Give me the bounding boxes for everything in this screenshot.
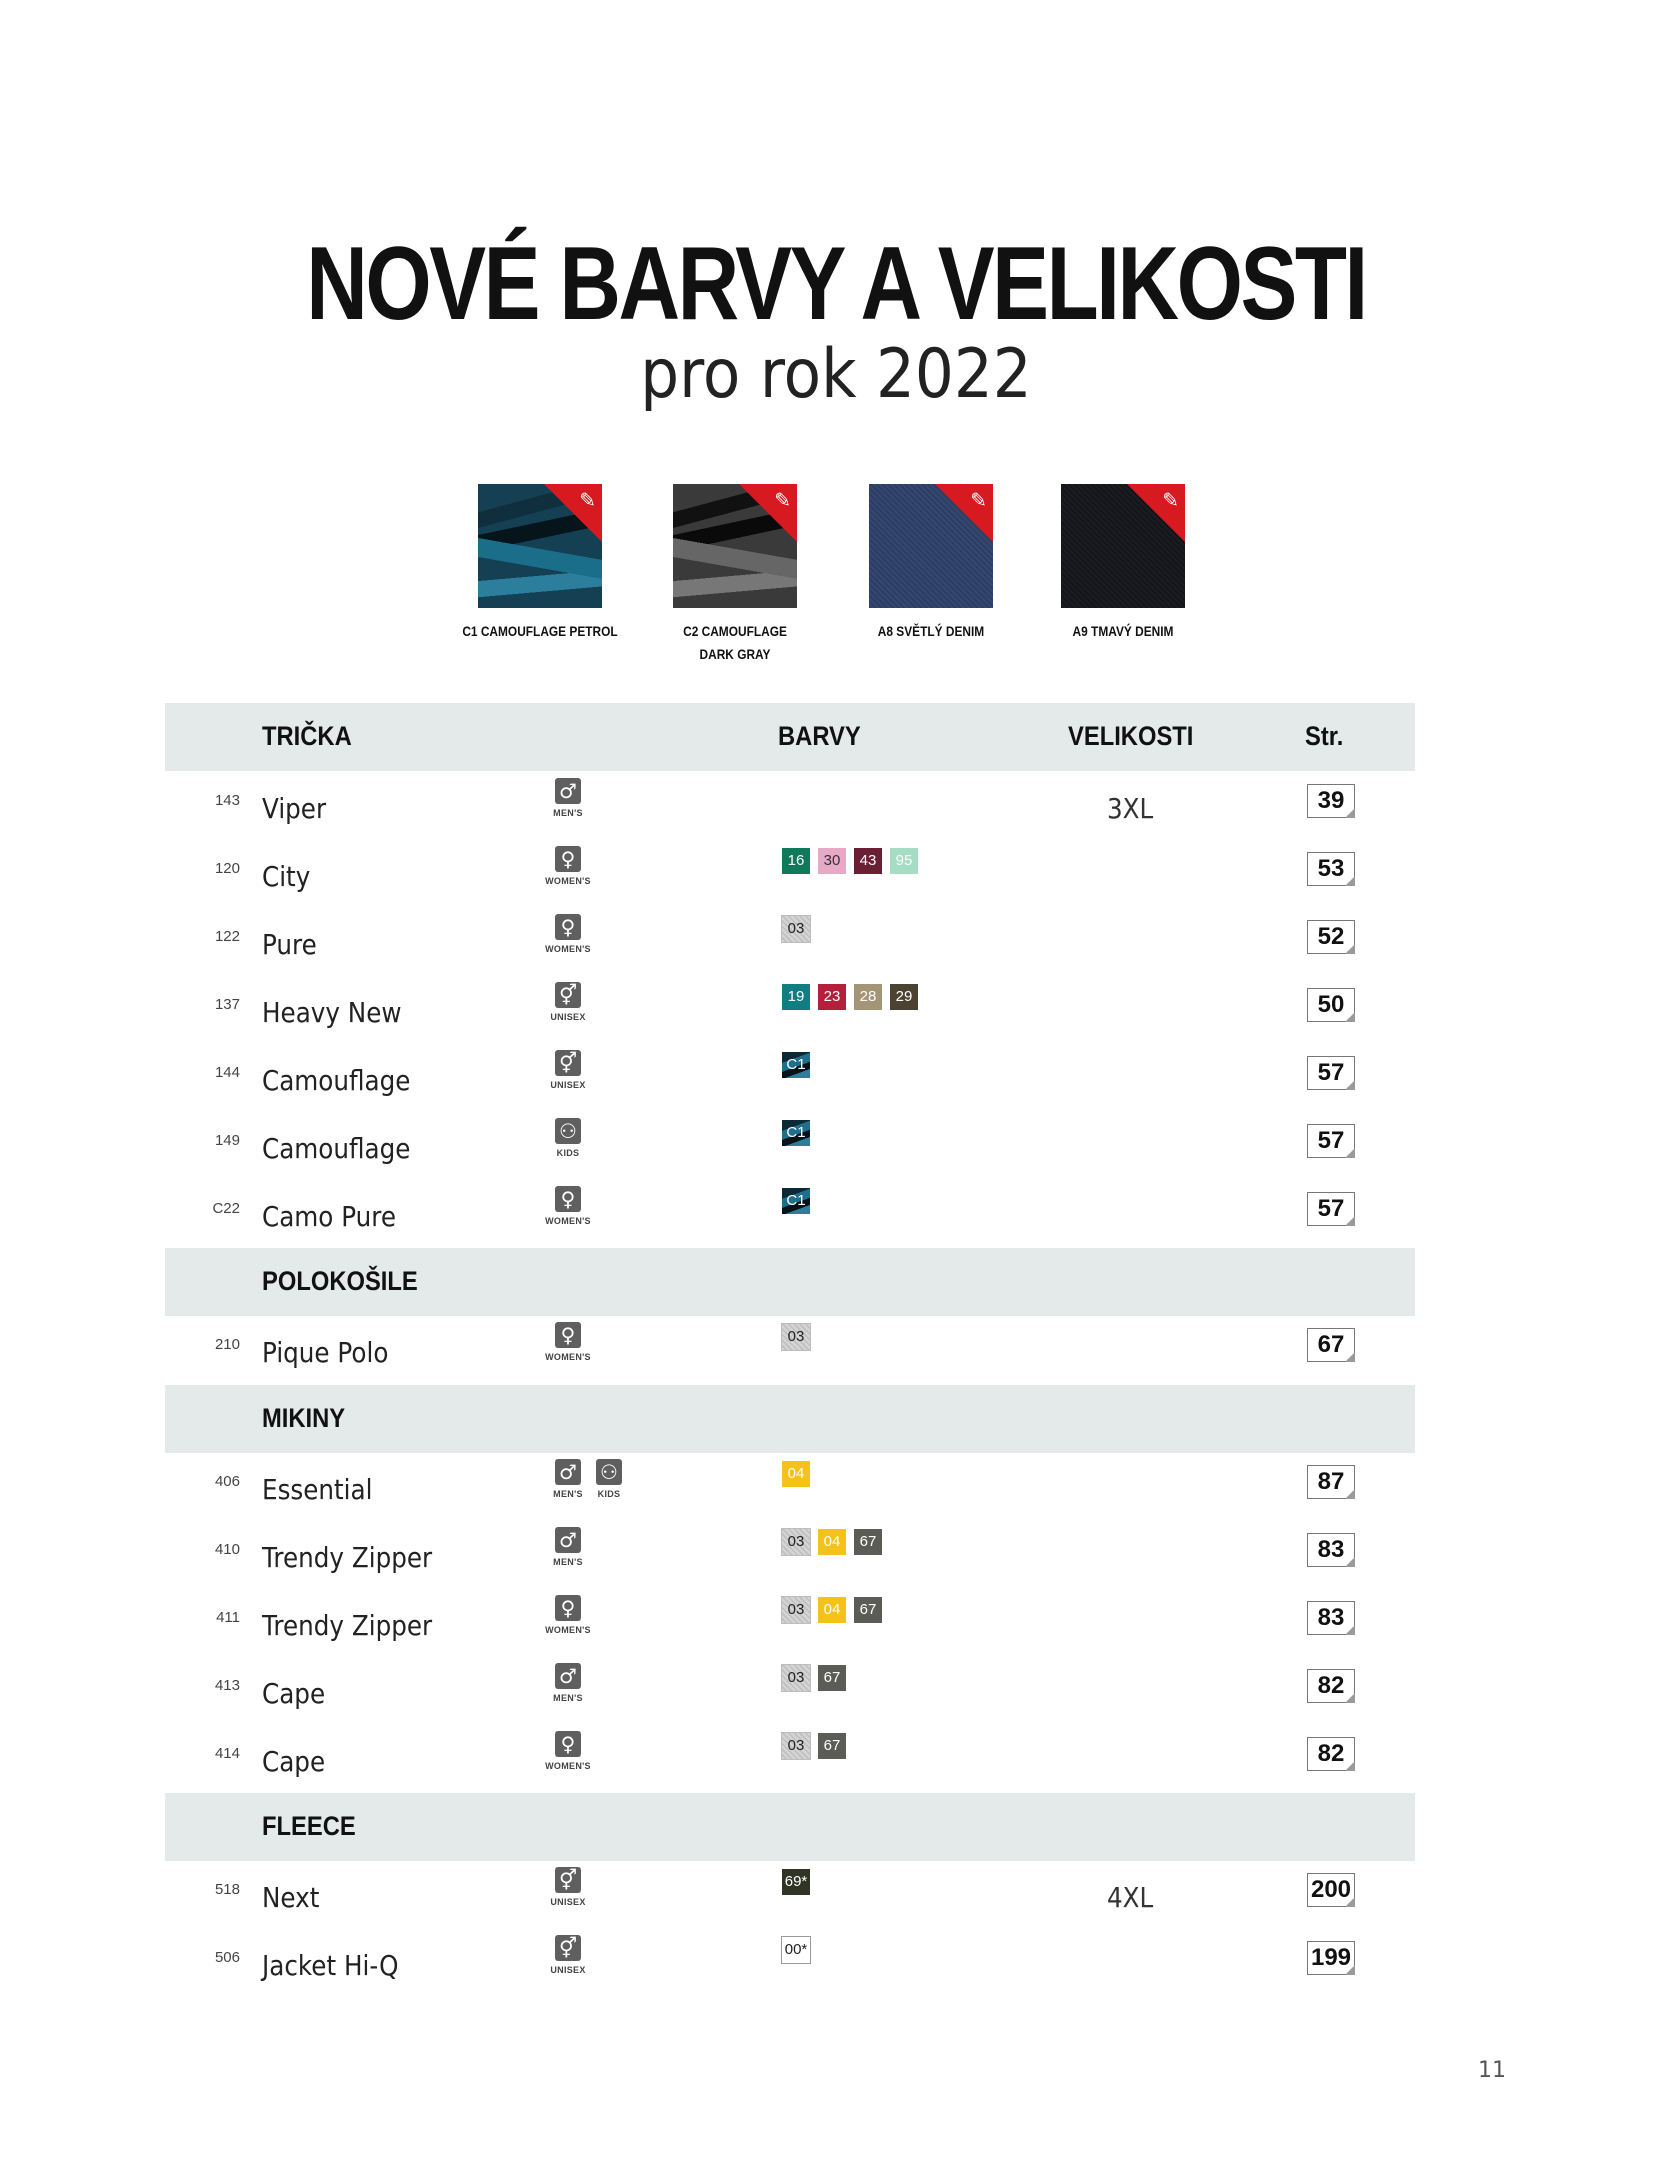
swatch-label: C2 CAMOUFLAGE DARK GRAY bbox=[683, 623, 787, 662]
product-code: 410 bbox=[214, 1541, 240, 1558]
color-chip: C1 bbox=[782, 1120, 810, 1146]
product-code: 137 bbox=[214, 996, 240, 1013]
color-chip: 43 bbox=[854, 848, 882, 874]
swatch-label: A9 TMAVÝ DENIM bbox=[1072, 623, 1174, 639]
kids-icon: ⚇ KIDS bbox=[556, 1119, 580, 1158]
womens-icon: ♀ WOMEN'S bbox=[545, 1323, 591, 1362]
section-header-tricka bbox=[165, 703, 1415, 771]
product-code: 144 bbox=[214, 1064, 240, 1081]
table-row bbox=[165, 1118, 1415, 1186]
color-chip: 23 bbox=[818, 984, 846, 1010]
color-chip: 03 bbox=[782, 1665, 810, 1691]
page-ref: 83 bbox=[1307, 1533, 1355, 1567]
product-code: 143 bbox=[214, 792, 240, 809]
mens-icon: ♂ MEN'S bbox=[553, 779, 583, 818]
color-chip: 03 bbox=[782, 1597, 810, 1623]
swatch-camouflage-petrol bbox=[478, 484, 602, 608]
color-chip: 04 bbox=[818, 1597, 846, 1623]
color-chip: 67 bbox=[854, 1529, 882, 1555]
womens-icon: ♀ WOMEN'S bbox=[545, 915, 591, 954]
product-code: 414 bbox=[214, 1745, 240, 1762]
page-ref: 199 bbox=[1307, 1941, 1355, 1975]
womens-icon: ♀ WOMEN'S bbox=[545, 847, 591, 886]
womens-icon: ♀ WOMEN'S bbox=[545, 1732, 591, 1771]
table-row bbox=[165, 1527, 1415, 1595]
color-chip: C1 bbox=[782, 1052, 810, 1078]
color-chip: 67 bbox=[818, 1733, 846, 1759]
swatch-svetly-denim bbox=[869, 484, 993, 608]
size-value: 4XL bbox=[1107, 1881, 1154, 1914]
page-title: NOVÉ BARVY A VELIKOSTI bbox=[306, 226, 1366, 342]
product-code: 120 bbox=[214, 860, 240, 877]
product-name: Jacket Hi-Q bbox=[262, 1949, 399, 1982]
page-ref: 50 bbox=[1307, 988, 1355, 1022]
paint-roller-icon: ✎ bbox=[579, 488, 596, 512]
product-code: 406 bbox=[214, 1473, 240, 1490]
page-ref: 200 bbox=[1307, 1873, 1355, 1907]
paint-roller-icon: ✎ bbox=[970, 488, 987, 512]
swatch-label: C1 CAMOUFLAGE PETROL bbox=[462, 623, 618, 639]
size-value: 3XL bbox=[1107, 792, 1154, 825]
color-chip: 03 bbox=[782, 1529, 810, 1555]
table-row bbox=[165, 1663, 1415, 1731]
mens-icon: ♂ MEN'S bbox=[553, 1460, 583, 1499]
section-header-mikiny bbox=[165, 1385, 1415, 1453]
section-title: MIKINY bbox=[262, 1403, 346, 1433]
page-ref: 83 bbox=[1307, 1601, 1355, 1635]
product-code: 413 bbox=[214, 1677, 240, 1694]
product-name: Cape bbox=[262, 1677, 326, 1710]
product-name: Trendy Zipper bbox=[262, 1609, 433, 1642]
swatch-label: A8 SVĚTLÝ DENIM bbox=[877, 623, 985, 639]
table-row bbox=[165, 778, 1415, 846]
womens-icon: ♀ WOMEN'S bbox=[545, 1187, 591, 1226]
womens-icon: ♀ WOMEN'S bbox=[545, 1596, 591, 1635]
color-chip: 03 bbox=[782, 916, 810, 942]
color-chip: 04 bbox=[818, 1529, 846, 1555]
page-ref: 87 bbox=[1307, 1465, 1355, 1499]
product-name: Viper bbox=[262, 792, 327, 825]
product-name: Pique Polo bbox=[262, 1336, 389, 1369]
product-name: Heavy New bbox=[262, 996, 402, 1029]
color-chip: 03 bbox=[782, 1324, 810, 1350]
color-chip: 19 bbox=[782, 984, 810, 1010]
page-subtitle: pro rok 2022 bbox=[640, 335, 1032, 414]
product-name: Pure bbox=[262, 928, 317, 961]
product-code: 210 bbox=[214, 1336, 240, 1353]
product-name: Cape bbox=[262, 1745, 326, 1778]
kids-icon: ⚇ KIDS bbox=[597, 1460, 621, 1499]
unisex-icon: ⚥ UNISEX bbox=[550, 1936, 586, 1975]
color-chip: 30 bbox=[818, 848, 846, 874]
color-chip: 04 bbox=[782, 1461, 810, 1487]
page-ref: 82 bbox=[1307, 1737, 1355, 1771]
color-chip: 16 bbox=[782, 848, 810, 874]
table-row bbox=[165, 846, 1415, 914]
table-row bbox=[165, 1731, 1415, 1799]
section-title: FLEECE bbox=[262, 1811, 356, 1841]
section-title: TRIČKA bbox=[262, 721, 352, 751]
mens-icon: ♂ MEN'S bbox=[553, 1528, 583, 1567]
table-row bbox=[165, 1459, 1415, 1527]
mens-icon: ♂ MEN'S bbox=[553, 1664, 583, 1703]
swatch-camouflage-dark-gray bbox=[673, 484, 797, 608]
product-name: Camouflage bbox=[262, 1064, 411, 1097]
section-header-polokosile bbox=[165, 1248, 1415, 1316]
page-ref: 52 bbox=[1307, 920, 1355, 954]
color-chip: 29 bbox=[890, 984, 918, 1010]
unisex-icon: ⚥ UNISEX bbox=[550, 983, 586, 1022]
paint-roller-icon: ✎ bbox=[1162, 488, 1179, 512]
table-row bbox=[165, 1867, 1415, 1935]
table-row bbox=[165, 1935, 1415, 2003]
page-ref: 57 bbox=[1307, 1124, 1355, 1158]
table-row bbox=[165, 914, 1415, 982]
product-code: 506 bbox=[214, 1949, 240, 1966]
table-row bbox=[165, 982, 1415, 1050]
page-ref: 82 bbox=[1307, 1669, 1355, 1703]
table-row bbox=[165, 1322, 1415, 1390]
color-chip: 95 bbox=[890, 848, 918, 874]
page-ref: 67 bbox=[1307, 1328, 1355, 1362]
product-code: C22 bbox=[212, 1200, 240, 1217]
product-name: Next bbox=[262, 1881, 320, 1914]
page-ref: 57 bbox=[1307, 1192, 1355, 1226]
color-chip: 67 bbox=[818, 1665, 846, 1691]
paint-roller-icon: ✎ bbox=[774, 488, 791, 512]
page-number: 11 bbox=[1478, 2058, 1506, 2083]
color-chip: 67 bbox=[854, 1597, 882, 1623]
product-name: Camouflage bbox=[262, 1132, 411, 1165]
table-row bbox=[165, 1050, 1415, 1118]
swatch-tmavy-denim bbox=[1061, 484, 1185, 608]
page-ref: 39 bbox=[1307, 784, 1355, 818]
page-ref: 53 bbox=[1307, 852, 1355, 886]
product-code: 149 bbox=[214, 1132, 240, 1149]
page-ref: 57 bbox=[1307, 1056, 1355, 1090]
table-row bbox=[165, 1186, 1415, 1254]
section-title: POLOKOŠILE bbox=[262, 1266, 418, 1296]
product-code: 122 bbox=[214, 928, 240, 945]
color-chip: 00* bbox=[782, 1937, 810, 1963]
column-header-str: Str. bbox=[1305, 721, 1344, 751]
color-chip: 28 bbox=[854, 984, 882, 1010]
column-header-velikosti: VELIKOSTI bbox=[1068, 721, 1194, 751]
section-header-fleece bbox=[165, 1793, 1415, 1861]
product-name: City bbox=[262, 860, 311, 893]
product-code: 411 bbox=[216, 1609, 240, 1626]
color-chip: 69* bbox=[782, 1869, 810, 1895]
product-code: 518 bbox=[214, 1881, 240, 1898]
product-name: Essential bbox=[262, 1473, 373, 1506]
product-name: Trendy Zipper bbox=[262, 1541, 433, 1574]
unisex-icon: ⚥ UNISEX bbox=[550, 1051, 586, 1090]
table-row bbox=[165, 1595, 1415, 1663]
unisex-icon: ⚥ UNISEX bbox=[550, 1868, 586, 1907]
color-chip: C1 bbox=[782, 1188, 810, 1214]
color-chip: 03 bbox=[782, 1733, 810, 1759]
product-name: Camo Pure bbox=[262, 1200, 397, 1233]
column-header-barvy: BARVY bbox=[778, 721, 861, 751]
